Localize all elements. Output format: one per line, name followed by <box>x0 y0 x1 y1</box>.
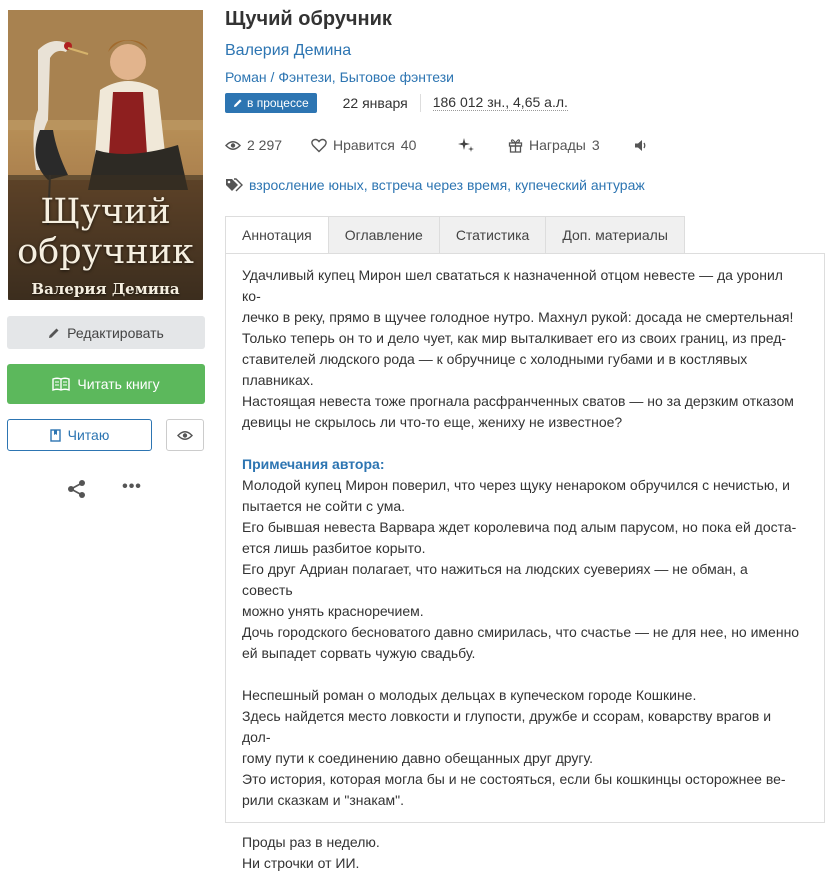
book-size: 186 012 зн., 4,65 а.л. <box>432 94 568 110</box>
book-open-icon <box>52 377 70 391</box>
tab-statistics[interactable]: Статистика <box>440 216 547 254</box>
tab-bar <box>225 216 685 254</box>
status-badge-label: в процессе <box>247 95 309 110</box>
annotation-line: ставителей людского рода — к обручнице с холодными губами и в костлявых <box>242 351 748 367</box>
annotation-line: Настоящая невеста тоже прогнала расфранченных сватов — но за дерзким отказом <box>242 393 794 409</box>
heart-icon <box>311 138 327 153</box>
sparkles-icon <box>458 137 474 153</box>
gift-icon <box>508 138 523 153</box>
annotation-line: Только теперь он то и дело чует, как мир выталкивает его из своих границ, из пред- <box>242 330 787 346</box>
annotation-line: девицы не скрылось ли что-то еще, жениху не известное? <box>242 414 623 430</box>
tags-row <box>225 177 645 193</box>
pencil-icon <box>48 327 60 339</box>
notes-line: рили сказкам и "знакам". <box>242 792 405 808</box>
eye-icon <box>177 430 193 441</box>
author-link[interactable]: Валерия Демина <box>225 42 352 59</box>
cover-author: Валерия Демина <box>31 280 180 298</box>
notes-line: Его бывшая невеста Варвара ждет королевича под алым парусом, но пока ей доста- <box>242 519 797 535</box>
notes-line: Дочь городского бесноватого давно смирилась, что счастье — не для нее, но именно <box>242 624 800 640</box>
notes-line: Молодой купец Мирон поверил, что через щуку ненароком обручился с нечистью, и <box>242 477 790 493</box>
book-cover[interactable] <box>8 10 203 300</box>
speaker-icon <box>634 139 648 152</box>
tags-icon <box>225 178 243 192</box>
edit-button-label: Редактировать <box>67 324 164 341</box>
likes-count: 40 <box>400 137 417 153</box>
read-book-button[interactable] <box>7 364 205 404</box>
annotation-line: Удачливый купец Мирон шел свататься к назначенной отцом невесте — да уронил ко- <box>242 267 783 304</box>
views-count: 2 297 <box>247 137 283 153</box>
genres-link[interactable]: Роман / Фэнтези, Бытовое фэнтези <box>225 69 454 85</box>
notes-line: можно унять красноречием. <box>242 603 424 619</box>
edit-button[interactable] <box>7 316 205 349</box>
notes-line: Здесь найдется место ловкости и глупости, дружбе и ссорам, коварству врагов и дол- <box>242 708 772 745</box>
tab-extra-materials[interactable]: Доп. материалы <box>546 216 685 254</box>
cover-title <box>8 192 203 272</box>
tags-list[interactable]: взросление юных, встреча через время, купеческий антураж <box>249 177 645 193</box>
publish-date: 22 января <box>342 94 408 111</box>
more-options-icon[interactable]: ••• <box>122 478 142 495</box>
bookmark-book-icon <box>50 429 61 442</box>
likes-label: Нравится <box>333 137 395 153</box>
notes-line: Это история, которая могла бы и не состояться, если бы кошкинцы осторожнее ве- <box>242 771 786 787</box>
audio-button[interactable] <box>634 139 648 152</box>
notes-line: Его друг Адриан полагает, что нажиться на людских суевериях — не обман, а совесть <box>242 561 748 598</box>
book-meta <box>225 92 568 113</box>
eye-icon <box>225 140 241 151</box>
notes-line: ей выпадет сорвать чужую свадьбу. <box>242 645 476 661</box>
reading-label: Читаю <box>67 427 110 443</box>
tab-contents[interactable]: Оглавление <box>329 216 440 254</box>
annotation-line: лечко в реку, прямо в щучее голодное нутро. Махнул рукой: досада не смертельная! <box>242 309 794 325</box>
notes-line: Неспешный роман о молодых дельцах в купеческом городе Кошкине. <box>242 687 697 703</box>
read-book-label: Читать книгу <box>77 376 160 392</box>
annotation-line: плавниках. <box>242 372 314 388</box>
book-title: Щучий обручник <box>225 8 392 30</box>
annotation-text <box>242 265 802 874</box>
sparkle-button[interactable] <box>458 137 508 153</box>
cover-title-line2: обручник <box>17 232 194 272</box>
awards-count: 3 <box>591 137 600 153</box>
like-button[interactable] <box>311 137 458 153</box>
notes-line: пытается не сойти с ума. <box>242 498 406 514</box>
notes-line: гому пути к соединению давно обещанных друг другу. <box>242 750 593 766</box>
watch-button[interactable] <box>166 419 204 451</box>
cover-title-line1: Щучий <box>40 192 171 232</box>
stats-row <box>225 135 648 155</box>
status-badge <box>225 93 317 113</box>
tab-annotation[interactable]: Аннотация <box>225 216 329 254</box>
author-notes-heading: Примечания автора: <box>242 456 385 472</box>
notes-line: Проды раз в неделю. <box>242 834 380 850</box>
reading-button[interactable] <box>7 419 152 451</box>
awards-button[interactable] <box>508 137 634 153</box>
pencil-icon <box>233 98 243 108</box>
notes-line: Ни строчки от ИИ. <box>242 855 360 871</box>
views-stat <box>225 137 311 153</box>
awards-label: Награды <box>529 137 586 153</box>
divider <box>420 94 421 112</box>
notes-line: ется лишь разбитое корыто. <box>242 540 426 556</box>
share-icon[interactable] <box>66 478 88 500</box>
